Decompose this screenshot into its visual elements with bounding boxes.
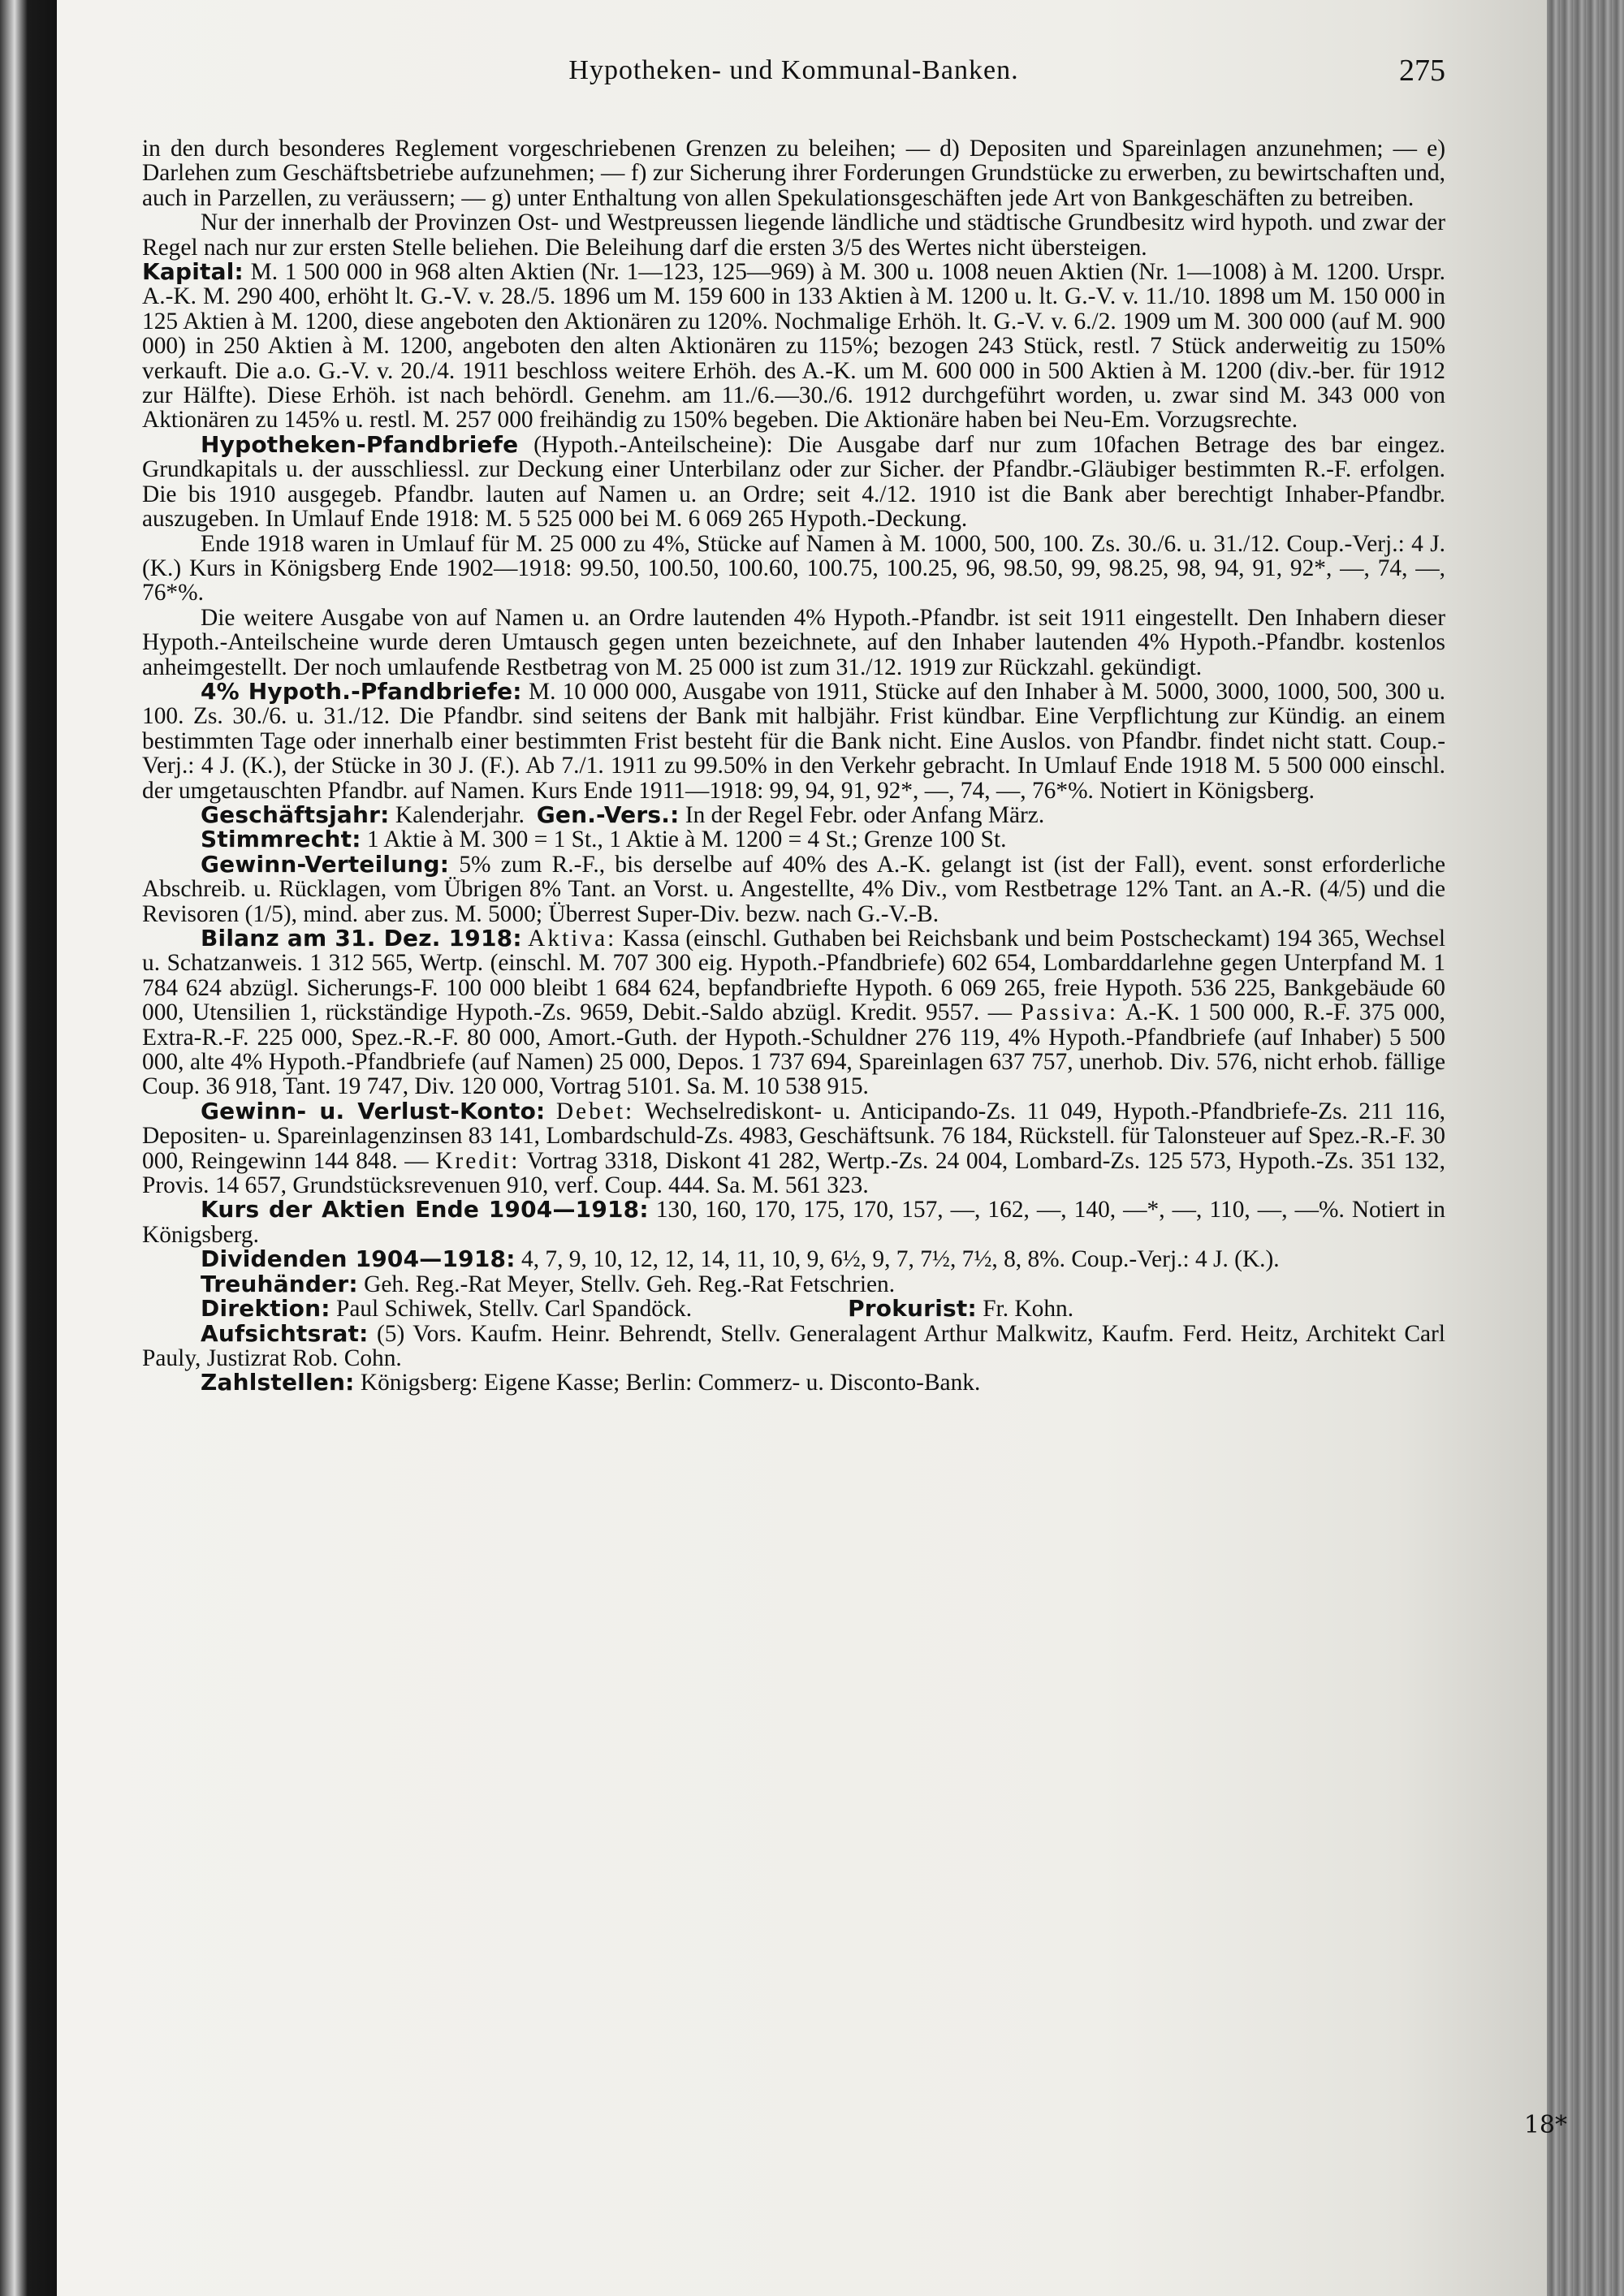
bilanz-passiva-text: A.-K. 1 500 000, R.-F. 375 000, Extra-R.-F. 225 000, Spez.-R.-F. 80 000, Amort.-Guth. der Hypoth.-Schuldner 276 119, 4% Hypoth.-Pfandbriefe (auf Inhaber) 5 500 000, alte 4% Hypoth.-Pfandbriefe (auf Namen) 25 000, Depos. 1 737 694, Spareinlagen 637 757, unerhob. Div. 576, nicht erhob. fällige Coup. 36 918, Tant. 19 747, Div. 120 000, Vortrag 5101. Sa. M. 10 538 915. [142, 999, 1445, 1100]
paragraph-weitere-ausgabe: Die weitere Ausgabe von auf Namen u. an Ordre lautenden 4% Hypoth.-Pfandbr. ist seit 1911 eingestellt. Den Inhabern dieser Hypoth.-Anteilscheine wurde deren Umtausch gegen unten bezeichnete, auf den Inhaber lautenden 4% Hypoth.-Pfandbr. kostenlos anheimgestellt. Der noch umlaufende Restbetrag von M. 25 000 ist zum 31./12. 1919 zur Rückzahl. gekündigt. [142, 604, 1445, 680]
hyp4-label: 4% Hypoth.-Pfandbriefe: [201, 677, 522, 705]
section-treuhaender [142, 1272, 1445, 1297]
hyp-label: Hypotheken-Pfandbriefe [201, 430, 519, 458]
passiva-label: Passiva: [1020, 999, 1119, 1026]
gj-text: Kalenderjahr. [395, 801, 525, 828]
gvk-debet-text: Wechselrediskont- u. Anticipando-Zs. 11 049, Hypoth.-Pfandbriefe-Zs. 211 116, Depositen- u. Spareinlagenzinsen 83 141, Lombardschuld-Zs. 4983, Geschäftsunk. 76 184, Rückstell. für Talonsteuer auf Spez.-R.-F. 30 000, Reingewinn 144 848. — [142, 1098, 1446, 1174]
st-text: 1 Aktie à M. 300 = 1 St., 1 Aktie à M. 1200 = 4 St.; Grenze 100 St. [366, 826, 1007, 853]
page-stack-edge [1547, 0, 1624, 2296]
ar-text: (5) Vors. Kaufm. Heinr. Behrendt, Stellv. Generalagent Arthur Malkwitz, Kaufm. Ferd. Heitz, Architekt Carl Pauly, Justizrat Rob. Cohn. [142, 1320, 1445, 1371]
prok-text: Fr. Kohn. [983, 1296, 1074, 1323]
aktiva-label: Aktiva: [528, 926, 617, 952]
paragraph-lending-region: Nur der innerhalb der Provinzen Ost- und Westpreussen liegende ländliche und städtische Grundbesitz wird hypoth. und zwar der Regel nach nur zur ersten Stelle beliehen. Die Beleihung darf die ersten 3/5 des Wertes nicht übersteigen. [142, 209, 1445, 261]
gj-label: Geschäftsjahr: [201, 801, 390, 828]
page-header [142, 49, 1445, 97]
gewv-text: 5% zum R.-F., bis derselbe auf 40% des A.-K. gelangt ist (ist der Fall), event. sonst erforderliche Abschreib. u. Rücklagen, vom Übrigen 8% Tant. an Vorst. u. Angestellte, 4% Div., vom Restbetrage 12% Tant. an A.-R. (4/5) und die Revisoren (1/5), mind. aber zus. M. 5000; Überrest Super-Div. bezw. nach G.-V.-B. [142, 851, 1445, 927]
page-number: 275 [1399, 54, 1445, 88]
paragraph-umlauf-1918: Ende 1918 waren in Umlauf für M. 25 000 zu 4%, Stücke auf Namen à M. 1000, 500, 100. Zs. 30./6. u. 31./12. Coup.-Verj.: 4 J. (K.) Kurs in Königsberg Ende 1902—1918: 99.50, 100.50, 100.60, 100.75, 100.25, 96, 98.50, 99, 98.25, 98, 94, 91, 92*, —, 74, —, 76*%. [142, 530, 1445, 606]
bilanz-aktiva-text: Kassa (einschl. Guthaben bei Reichsbank und beim Postscheckamt) 194 365, Wechsel u. Schatzanweis. 1 312 565, Wertp. (einschl. M. 707 300 eig. Hypoth.-Pfandbriefe) 602 654, Lombarddarlehne gegen Unterpfand M. 1 784 624 abzügl. Sicherungs-F. 100 000 bleibt 1 684 624, bepfandbriefte Hypoth. 6 069 265, freie Hypoth. 536 225, Bankgebäude 60 000, Utensilien 1, rückständige Hypoth.-Zs. 9659, Debit.-Saldo abzügl. Kredit. 9557. — [142, 926, 1446, 1026]
section-aufsichtsrat [142, 1319, 1445, 1371]
signature-mark: 18* [1523, 2111, 1567, 2139]
section-hypotheken-pfandbriefe [142, 430, 1445, 533]
section-kapital [142, 260, 1445, 433]
st-label: Stimmrecht: [201, 826, 361, 853]
section-direktion [142, 1297, 1445, 1321]
section-zahlstellen [142, 1370, 1445, 1395]
ar-label: Aufsichtsrat: [201, 1319, 369, 1347]
hyp-text: (Hypoth.-Anteilscheine): Die Ausgabe darf nur zum 10fachen Betrage des bar eingez. Grundkapitals u. der ausschliessl. zur Deckung einer Unterbilanz oder zur Sicher. der Pfandbr.-Gläubiger bestimmten R.-F. erfolgen. Die bis 1910 ausgegeb. Pfandbr. lauten auf Namen u. an Ordre; seit 4./12. 1910 ist die Bank aber berechtigt Inhaber-Pfandbr. auszugeben. In Umlauf Ende 1918: M. 5 525 000 bei M. 6 069 265 Hypoth.-Deckung. [142, 431, 1445, 533]
gv-label: Gen.-Vers.: [536, 801, 680, 828]
div-label: Dividenden 1904—1918: [201, 1245, 516, 1273]
section-geschaeftsjahr [142, 803, 1445, 827]
div-text: 4, 7, 9, 10, 12, 12, 14, 11, 10, 9, 6½, 9, 7, 7½, 7½, 8, 8%. Coup.-Verj.: 4 J. (K.). [521, 1246, 1280, 1273]
gvk-kredit-text: Vortrag 3318, Diskont 41 282, Wertp.-Zs. 24 004, Lombard-Zs. 125 573, Hypoth.-Zs. 351 132, Provis. 14 657, Grundstücksrevenuen 910, verf. Coup. 444. Sa. M. 561 323. [142, 1147, 1445, 1199]
section-dividenden [142, 1247, 1445, 1271]
section-stimmrecht [142, 827, 1445, 852]
paragraph-bank-powers: in den durch besonderes Reglement vorgeschriebenen Grenzen zu beleihen; — d) Depositen und Spareinlagen anzunehmen; — e) Darlehen zum Geschäftsbetriebe aufzunehmen; — f) zur Sicherung ihrer Forderungen Grundstücke zu erwerben, zu bewirtschaften und, auch in Parzellen, zu veräussern; — g) unter Enthaltung von allen Spekulationsgeschäften jede Art von Bankgeschäften zu betreiben. [142, 136, 1445, 211]
bilanz-label: Bilanz am 31. Dez. 1918: [201, 925, 522, 952]
gvk-label: Gewinn- u. Verlust-Konto: [201, 1097, 546, 1124]
section-4pct-pfandbriefe [142, 677, 1445, 804]
section-gewinn-verteilung [142, 852, 1445, 926]
kredit-label: Kredit: [435, 1147, 520, 1174]
section-kurs-aktien [142, 1198, 1445, 1247]
hyp4-text: M. 10 000 000, Ausgabe von 1911, Stücke auf den Inhaber à M. 5000, 3000, 1000, 500, 300 u. 100. Zs. 30./6. u. 31./12. Die Pfandbr. sind seitens der Bank mit halbjähr. Frist kündbar. Eine Verpflichtung zur Kündig. an einem bestimmten Tage oder innerhalb einer bestimmten Frist besteht für die Bank nicht. Eine Auslos. von Pfandbr. findet nicht statt. Coup.-Verj.: 4 J. (K.), der Stücke in 30 J. (F.). Ab 7./1. 1911 zu 99.50% in den Verkehr gebracht. In Umlauf Ende 1918 M. 5 500 000 einschl. der umgetauschten Pfandbr. auf Namen. Kurs Ende 1911—1918: 99, 94, 91, 92*, —, 74, —, 76*%. Notiert in Königsberg. [142, 678, 1445, 804]
book-binding-edge [0, 0, 57, 2296]
section-bilanz [142, 926, 1445, 1099]
kurs-text: 130, 160, 170, 175, 170, 157, —, 162, —, 140, —*, —, 110, —, —%. Notiert in Königsberg. [142, 1197, 1445, 1248]
dir-text: Paul Schiwek, Stellv. Carl Spandöck. [335, 1296, 693, 1323]
kapital-label: Kapital: [142, 258, 244, 286]
section-gewinn-verlust-konto [142, 1099, 1445, 1198]
zahl-text: Königsberg: Eigene Kasse; Berlin: Commerz- u. Disconto-Bank. [360, 1370, 981, 1396]
zahl-label: Zahlstellen: [201, 1369, 355, 1396]
page-content [142, 49, 1445, 1396]
treu-label: Treuhänder: [201, 1270, 358, 1297]
prokurist-block [789, 1297, 1073, 1321]
debet-label: Debet: [555, 1098, 635, 1124]
prok-label: Prokurist: [848, 1295, 977, 1323]
gv-text: In der Regel Febr. oder Anfang März. [685, 801, 1045, 828]
dir-label: Direktion: [201, 1295, 330, 1323]
gewv-label: Gewinn-Verteilung: [201, 850, 450, 878]
running-title: Hypotheken- und Kommunal-Banken. [568, 55, 1019, 85]
kurs-label: Kurs der Aktien Ende 1904—1918: [201, 1196, 649, 1224]
treu-text: Geh. Reg.-Rat Meyer, Stellv. Geh. Reg.-Rat Fetschrien. [364, 1271, 896, 1297]
kapital-text: M. 1 500 000 in 968 alten Aktien (Nr. 1—123, 125—969) à M. 300 u. 1008 neuen Aktien (Nr. 1—1008) à M. 1200. Urspr. A.-K. M. 290 400, erhöht lt. G.-V. v. 28./5. 1896 um M. 159 600 in 133 Aktien à M. 1200 u. lt. G.-V. v. 11./10. 1898 um M. 150 000 in 125 Aktien à M. 1200, diese angeboten den Aktionären zu 120%. Nochmalige Erhöh. lt. G.-V. v. 6./2. 1909 um M. 300 000 (auf M. 900 000) in 250 Aktien à M. 1200, angeboten den alten Aktionären zu 115%; bezogen 243 Stück, restl. 7 Stück anderweitig zu 150% verkauft. Die a.o. G.-V. v. 20./4. 1911 beschloss weitere Erhöh. des A.-K. um M. 600 000 in 500 Aktien à M. 1200 (div.-ber. für 1912 zur Hälfte). Diese Erhöh. ist nach behördl. Genehm. am 11./6.—30./6. 1912 durchgeführt worden, u. zwar sind M. 343 000 von Aktionären zu 145% u. restl. M. 257 000 freihändig zu 150% begeben. Die Aktionäre haben bei Neu-Em. Vorzugsrechte. [142, 259, 1445, 434]
